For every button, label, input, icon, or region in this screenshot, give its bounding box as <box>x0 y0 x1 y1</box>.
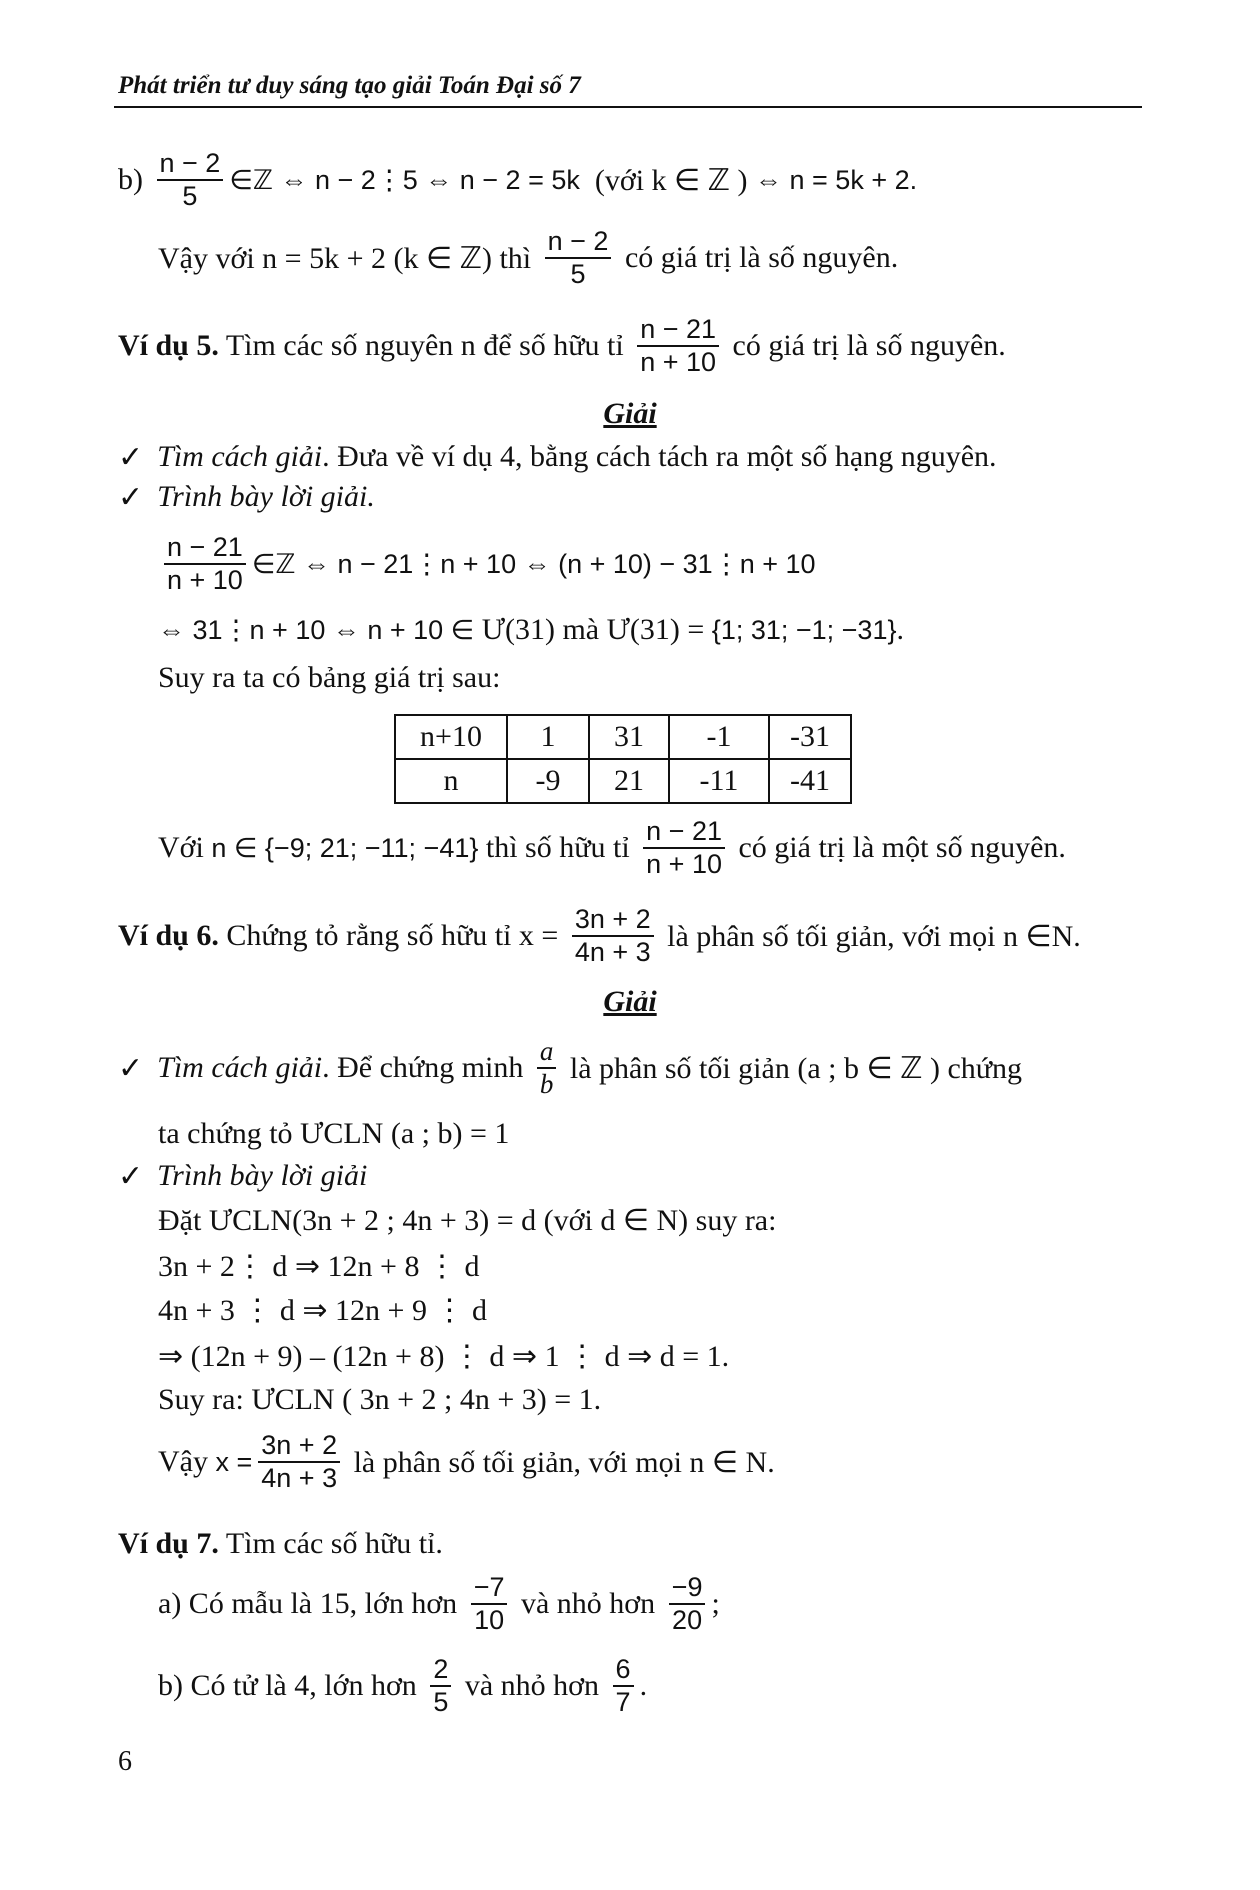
checkmark-icon: ✓ <box>118 440 144 474</box>
text-run: . <box>896 613 904 646</box>
fraction-denominator: n + 10 <box>646 849 722 879</box>
fraction <box>637 314 719 378</box>
text-line <box>118 1035 1023 1099</box>
fraction-denominator: n + 10 <box>640 347 717 377</box>
text-run: . Đưa về ví dụ 4, bằng cách tách ra một số hạng nguyên. <box>322 440 997 473</box>
fraction-numerator: n − 21 <box>637 314 719 347</box>
fraction <box>643 816 725 880</box>
fraction <box>164 532 246 596</box>
table-cell: 1 <box>507 715 589 759</box>
fraction-numerator: 3n + 2 <box>258 1430 340 1463</box>
fraction-denominator: 20 <box>672 1605 703 1635</box>
text-run: Trình bày lời giải. <box>157 480 375 513</box>
table-cell: n+10 <box>395 715 507 759</box>
table-cell: -41 <box>769 759 851 803</box>
text-run: . <box>639 1669 648 1702</box>
table-cell: -31 <box>769 715 851 759</box>
table-row <box>395 759 851 803</box>
text-run: . Để chứng minh <box>322 1051 531 1084</box>
text-run: ⇔ n = 5k + 2. <box>755 164 918 195</box>
text-run: Ví dụ 6. <box>118 919 219 952</box>
text-run: Đặt ƯCLN(3n + 2 ; 4n + 3) = d (với d ∈ N) suy ra: <box>158 1203 777 1237</box>
text-run: x = <box>215 1446 253 1477</box>
text-line <box>158 531 816 595</box>
text-line <box>118 467 375 527</box>
text-line <box>158 1571 720 1635</box>
fraction <box>572 904 654 968</box>
table-cell: -1 <box>669 715 769 759</box>
text-run: có giá trị là số nguyên. <box>617 241 899 274</box>
text-line <box>118 147 918 211</box>
running-header: Phát triển tư duy sáng tạo giải Toán Đại số 7 <box>118 72 581 99</box>
fraction <box>537 1036 557 1100</box>
text-line <box>118 1514 443 1574</box>
fraction <box>613 1654 634 1718</box>
fraction-numerator: −9 <box>669 1572 706 1605</box>
fraction <box>258 1430 340 1494</box>
fraction-denominator: b <box>539 1069 554 1099</box>
text-run: Ví dụ 5. <box>118 329 219 362</box>
header-rule <box>114 106 1142 108</box>
text-run: Tìm các số hữu tỉ. <box>218 1527 443 1560</box>
fraction <box>669 1572 706 1636</box>
fraction-denominator: 4n + 3 <box>574 937 651 967</box>
text-run: là phân số tối giản, với mọi n ∈N. <box>659 919 1081 953</box>
text-run: có giá trị là số nguyên. <box>725 329 1006 362</box>
text-run: ∈ℤ ⇔ n − 2⋮5 ⇔ n − 2 = 5k <box>229 164 580 195</box>
text-run: có giá trị là một số nguyên. <box>730 831 1066 864</box>
fraction <box>430 1654 451 1718</box>
fraction-denominator: 7 <box>615 1687 631 1717</box>
text-run: 4n + 3 ⋮ d ⇒ 12n + 9 ⋮ d <box>158 1293 487 1327</box>
table-cell: -11 <box>669 759 769 803</box>
section-heading: Giải <box>603 985 657 1018</box>
fraction-numerator: n − 2 <box>545 226 612 259</box>
text-line <box>158 648 500 708</box>
text-run: Vậy <box>158 1445 216 1478</box>
fraction-numerator: −7 <box>471 1572 508 1605</box>
fraction <box>545 226 612 290</box>
table-cell: -9 <box>507 759 589 803</box>
text-run: b) <box>118 163 151 196</box>
text-line <box>158 1370 601 1430</box>
text-line <box>158 225 899 289</box>
fraction-numerator: 6 <box>613 1654 634 1687</box>
text-run: Tìm cách giải <box>157 440 323 473</box>
text-run: Với <box>158 831 212 864</box>
text-run: Trình bày lời giải <box>157 1159 368 1192</box>
table-cell: 21 <box>589 759 669 803</box>
text-run: Ư(31) mà Ư(31) = <box>481 613 712 646</box>
text-run: b) Có tử là 4, lớn hơn <box>158 1669 425 1702</box>
text-line <box>0 972 1260 1032</box>
text-run: Suy ra: ƯCLN ( 3n + 2 ; 4n + 3) = 1. <box>158 1383 602 1416</box>
text-run: (với k ∈ ℤ ) <box>579 163 756 197</box>
value-table <box>394 714 852 804</box>
text-run: là phân số tối giản (a ; b ∈ ℤ ) chứng <box>562 1051 1023 1085</box>
text-run: 3n + 2⋮ d ⇒ 12n + 8 ⋮ d <box>158 1249 480 1283</box>
text-line <box>158 1429 775 1493</box>
fraction-denominator: 5 <box>182 181 198 211</box>
text-run: là phân số tối giản, với mọi n ∈ N. <box>346 1445 775 1479</box>
text-run: ⇒ (12n + 9) – (12n + 8) ⋮ d ⇒ 1 ⋮ d ⇒ d = 1. <box>158 1339 730 1373</box>
table-row <box>395 715 851 759</box>
text-run: Ví dụ 7. <box>118 1527 219 1560</box>
fraction-denominator: 10 <box>474 1605 505 1635</box>
text-run: Tìm các số nguyên n để số hữu tỉ <box>218 329 632 362</box>
checkmark-icon: ✓ <box>118 1159 144 1193</box>
fraction <box>157 148 224 212</box>
text-run: n ∈ {−9; 21; −11; −41} <box>211 832 479 863</box>
text-run: a) Có mẫu là 15, lớn hơn <box>158 1587 465 1620</box>
text-run: Suy ra ta có bảng giá trị sau: <box>158 661 501 694</box>
fraction-numerator: 3n + 2 <box>572 904 654 937</box>
text-run: ⇔ 31⋮n + 10 ⇔ n + 10 ∈ <box>158 614 482 645</box>
text-line <box>118 903 1081 967</box>
fraction-denominator: 5 <box>433 1687 449 1717</box>
fraction-denominator: 4n + 3 <box>261 1463 338 1493</box>
text-run: ta chứng tỏ ƯCLN (a ; b) = 1 <box>158 1117 510 1150</box>
fraction-denominator: n + 10 <box>167 565 243 595</box>
page-number: 6 <box>118 1746 132 1777</box>
fraction-numerator: n − 2 <box>157 148 224 181</box>
text-run: ; <box>711 1587 720 1620</box>
fraction-numerator: a <box>537 1036 557 1069</box>
checkmark-icon: ✓ <box>118 1051 144 1085</box>
text-run: Chứng tỏ rằng số hữu tỉ x = <box>218 919 566 952</box>
fraction-denominator: 5 <box>570 259 586 289</box>
text-run: ∈ℤ ⇔ n − 21⋮n + 10 ⇔ (n + 10) − 31⋮n + 10 <box>251 548 816 579</box>
text-run: {1; 31; −1; −31} <box>711 614 897 645</box>
text-line <box>158 815 1066 879</box>
fraction-numerator: 2 <box>430 1654 451 1687</box>
text-run: và nhỏ hơn <box>457 1669 607 1702</box>
text-run: Vậy với n = 5k + 2 (k ∈ ℤ) thì <box>158 241 539 275</box>
text-run: thì số hữu tỉ <box>478 831 638 864</box>
fraction <box>471 1572 508 1636</box>
text-line <box>118 313 1006 377</box>
text-run: Tìm cách giải <box>157 1051 323 1084</box>
section-heading: Giải <box>603 397 657 430</box>
fraction-numerator: n − 21 <box>164 532 246 565</box>
table-cell: n <box>395 759 507 803</box>
text-line <box>158 1653 648 1717</box>
table-cell: 31 <box>589 715 669 759</box>
text-run: và nhỏ hơn <box>513 1587 663 1620</box>
fraction-numerator: n − 21 <box>643 816 725 849</box>
checkmark-icon: ✓ <box>118 480 144 514</box>
